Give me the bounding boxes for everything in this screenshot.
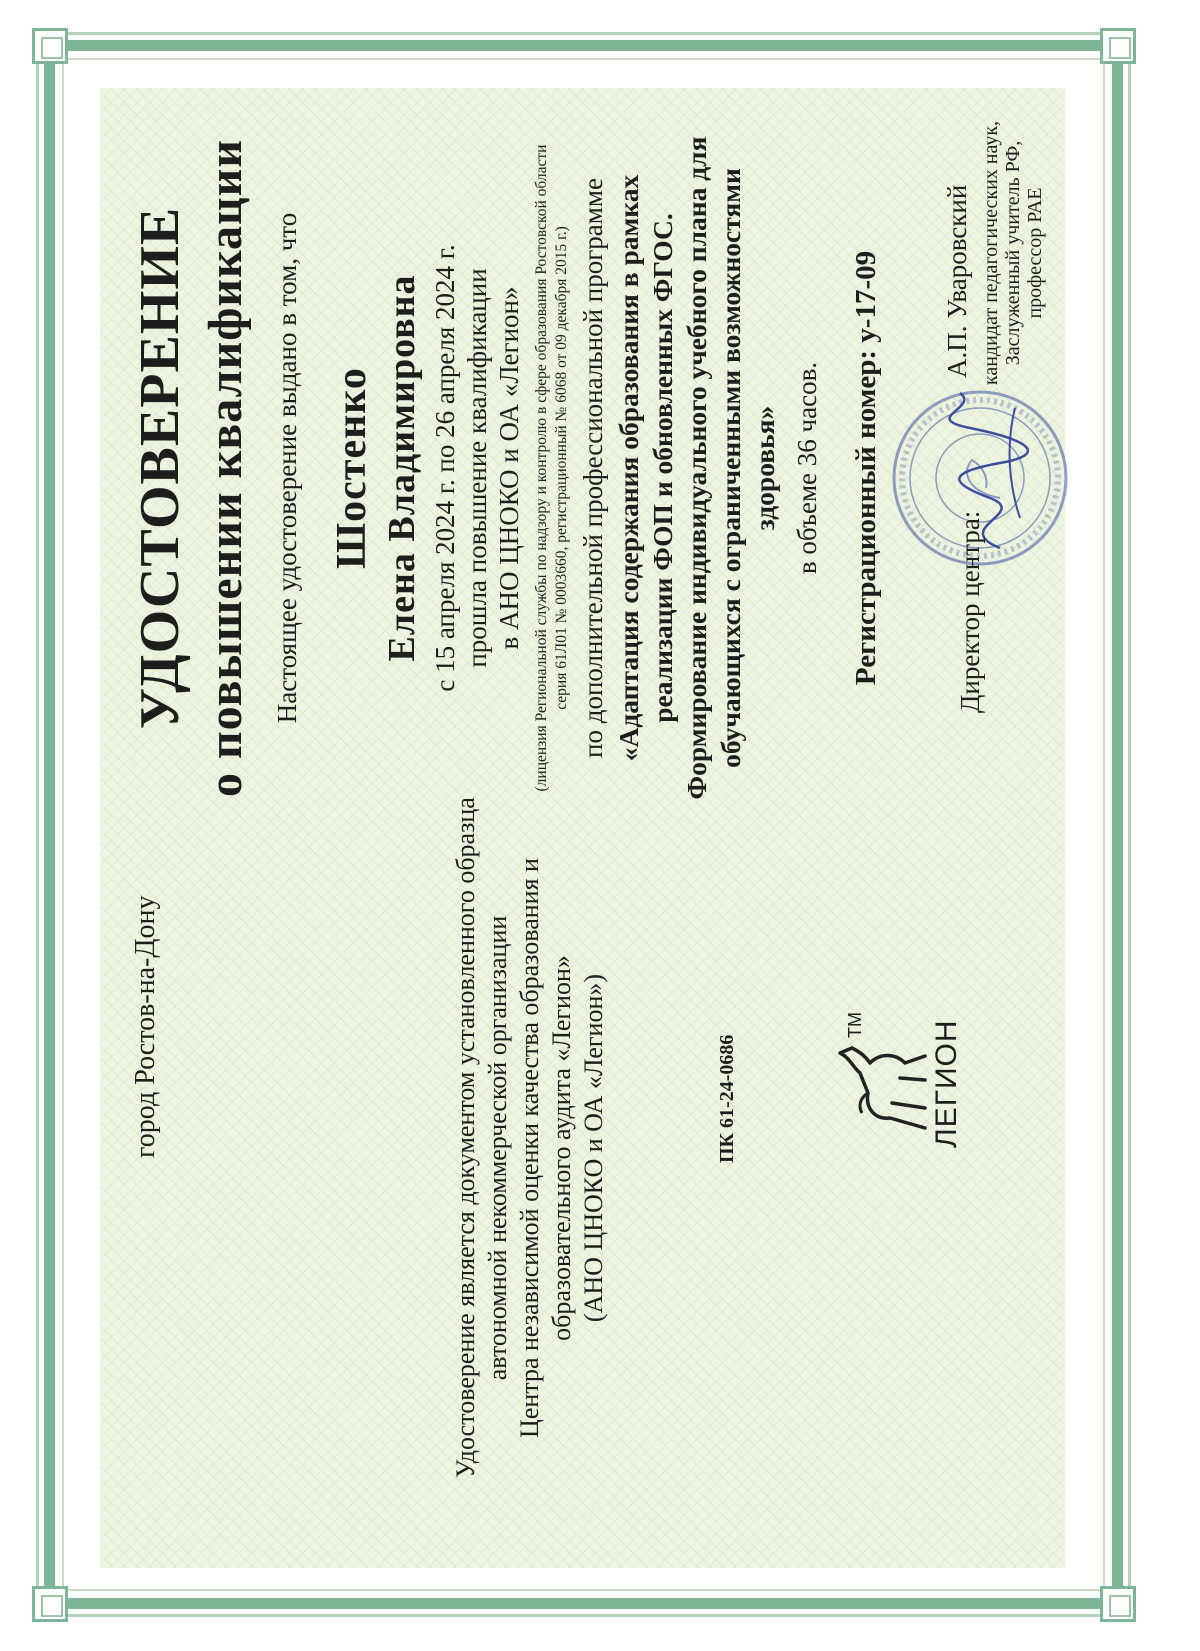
signature-icon bbox=[930, 388, 1050, 558]
director-name: А.П. Уваровский bbox=[942, 184, 972, 378]
license-line-2: серия 61Л01 № 0003660, регистрационный № 6068 от 09 декабря 2015 г.) bbox=[553, 226, 570, 710]
note-line: (АНО ЦНОКО и ОА «Легион») bbox=[579, 973, 608, 1323]
logo-text: ЛЕГИОН bbox=[930, 1019, 963, 1148]
completion-text: прошла повышение квалификации bbox=[462, 268, 492, 668]
program-intro: по дополнительной профессиональной программе bbox=[578, 178, 608, 758]
program-line: Формирование индивидуального учебного плана для bbox=[681, 136, 712, 800]
pk-number: ПК 61-24-0686 bbox=[716, 1034, 738, 1163]
director-label: Директор центра: bbox=[955, 510, 985, 713]
program-line: «Адаптация содержания образования в рамках bbox=[613, 174, 644, 762]
note-line: образовательного аудита «Легион» bbox=[547, 955, 576, 1341]
intro-text: Настоящее удостоверение выдано в том, что bbox=[272, 212, 302, 724]
director-credentials: Заслуженный учитель РФ, bbox=[1002, 140, 1024, 366]
doc-subtitle: о повышении квалификации bbox=[199, 139, 252, 798]
recipient-surname: Шостенко bbox=[329, 367, 375, 569]
director-credentials: кандидат педагогических наук, bbox=[980, 120, 1002, 386]
horse-icon bbox=[830, 1028, 940, 1148]
recipient-given-names: Елена Владимировна bbox=[381, 274, 423, 662]
frame-corner-bottom-right bbox=[1100, 1586, 1136, 1622]
frame-corner-top-right bbox=[1100, 28, 1136, 64]
program-line: обучающихся с ограниченными возможностями bbox=[715, 168, 746, 768]
note-line: автономной некоммерческой организации bbox=[483, 915, 512, 1381]
registration-number: Регистрационный номер: у-17-09 bbox=[850, 250, 882, 686]
organization-text: в АНО ЦНОКО и ОА «Легион» bbox=[494, 286, 524, 650]
course-volume: в объеме 36 часов. bbox=[792, 361, 822, 575]
trademark-mark: ТМ bbox=[845, 1012, 865, 1038]
license-line-1: (лицензия Региональной службы по надзору и контролю в сфере образования Ростовской области bbox=[533, 144, 550, 792]
note-line: Центра независимой оценки качества образования и bbox=[515, 858, 544, 1438]
program-line: здоровья» bbox=[749, 405, 780, 531]
certificate-content bbox=[100, 88, 1065, 1568]
director-credentials: профессор РАЕ bbox=[1024, 187, 1046, 319]
course-period: с 15 апреля 2024 г. по 26 апреля 2024 г. bbox=[430, 244, 460, 692]
program-line: реализации ФОП и обновленных ФГОС. bbox=[647, 213, 678, 723]
doc-title: УДОСТОВЕРЕНИЕ bbox=[129, 206, 191, 730]
frame-corner-top-left bbox=[32, 28, 68, 64]
city-label: город Ростов-на-Дону bbox=[130, 895, 161, 1158]
frame-corner-bottom-left bbox=[32, 1586, 68, 1622]
note-line: Удостоверение является документом установленного образца bbox=[451, 797, 480, 1478]
